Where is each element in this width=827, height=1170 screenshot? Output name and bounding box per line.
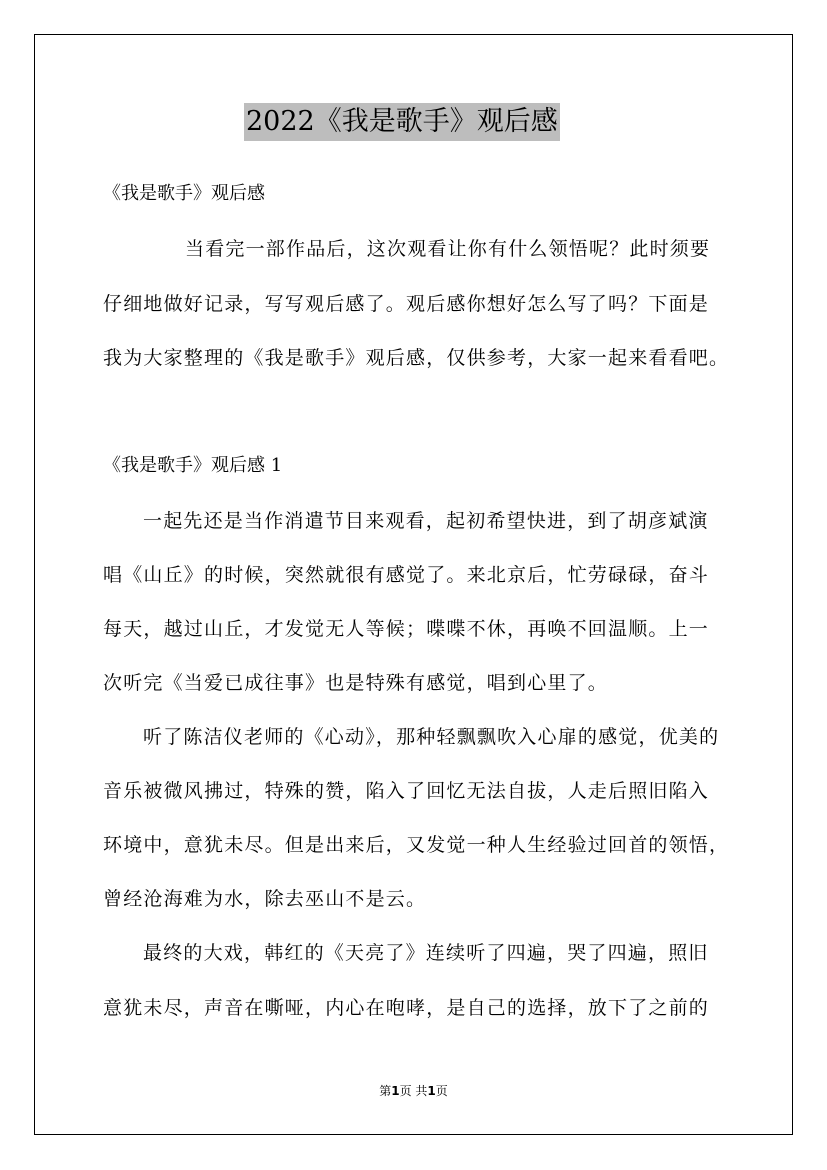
footer-page-number: 1 <box>391 1084 400 1098</box>
document-title: 2022《我是歌手》观后感 <box>244 103 560 141</box>
paragraph-line: 环境中，意犹未尽。但是出来后，又发觉一种人生经验过回首的领悟， <box>103 834 730 856</box>
page-footer <box>0 1083 827 1099</box>
paragraph-line: 每天，越过山丘，才发觉无人等候；喋喋不休，再唤不回温顺。上一 <box>103 618 710 640</box>
paragraph-line: 意犹未尽，声音在嘶哑，内心在咆哮，是自己的选择，放下了之前的 <box>103 997 710 1019</box>
section-heading: 《我是歌手》观后感 1 <box>103 455 283 476</box>
paragraph-line: 音乐被微风拂过，特殊的赞，陷入了回忆无法自拔，人走后照旧陷入 <box>103 780 710 802</box>
footer-total-pages: 1 <box>427 1084 436 1098</box>
paragraph-line: 最终的大戏，韩红的《天亮了》连续听了四遍，哭了四遍，照旧 <box>143 942 709 964</box>
subheading: 《我是歌手》观后感 <box>103 183 265 204</box>
paragraph-line: 听了陈洁仪老师的《心动》，那种轻飘飘吹入心扉的感觉，优美的 <box>143 726 720 748</box>
footer-prefix: 第 <box>379 1084 392 1098</box>
intro-line: 当看完一部作品后，这次观看让你有什么领悟呢？此时须要 <box>185 238 711 260</box>
footer-mid: 页 共 <box>399 1084 428 1098</box>
paragraph-line: 曾经沧海难为水，除去巫山不是云。 <box>103 888 427 910</box>
paragraph-line: 次听完《当爱已成往事》也是特殊有感觉，唱到心里了。 <box>103 672 609 694</box>
intro-line: 我为大家整理的《我是歌手》观后感，仅供参考，大家一起来看看吧。 <box>103 347 730 369</box>
paragraph-line: 唱《山丘》的时候，突然就很有感觉了。来北京后，忙劳碌碌，奋斗 <box>103 564 710 586</box>
footer-suffix: 页 <box>435 1084 448 1098</box>
paragraph-line: 一起先还是当作消遣节目来观看，起初希望快进，到了胡彦斌演 <box>143 510 709 532</box>
intro-line: 仔细地做好记录，写写观后感了。观后感你想好怎么写了吗？下面是 <box>103 293 710 315</box>
